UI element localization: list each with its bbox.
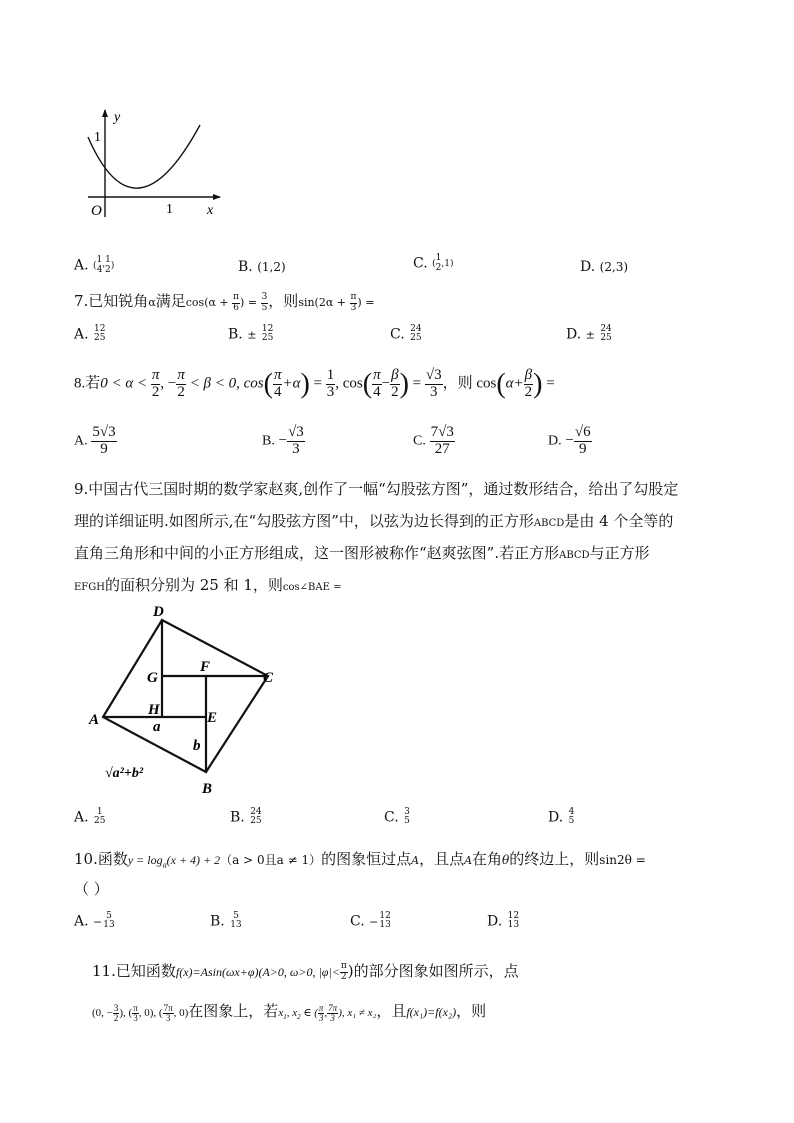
q7-question: 7.已知锐角α满足cos(α + $\frac{\pi}{6}$ ) = $\frac{3}{5}$ ，则sin(2α + $\frac{\pi}{3}$ ) = xyxy=(74,292,375,313)
q9-line-4: EFGH的面积分别为 25 和 1，则cos∠BAE = xyxy=(74,576,342,594)
q6-option-d[interactable] xyxy=(580,259,628,275)
y-axis-arrow xyxy=(102,109,108,117)
q11-line-1: 11.已知函数f(x)=Asin(ωx+φ)(A>0, ω>0, |φ|< $\frac{\pi}{2}$ )的部分图象如图所示，点 xyxy=(92,961,519,982)
q8-option-b[interactable]: B. − $\frac{√3}{3}$ xyxy=(262,424,304,457)
label-f: F xyxy=(200,659,211,675)
label-e: E xyxy=(207,710,218,726)
y-tick-label: 1 xyxy=(94,130,101,145)
q9-line-2: 理的详细证明.如图所示,在“勾股弦方图”中，以弦为边长得到的正方形ABCD是由 4 个全等的 xyxy=(74,512,674,530)
q8-question: 8.若0 < α < $\frac{\pi}{2}$ , − $\frac{\pi}{2}$ < β < 0, cos( $\frac{\pi}{4}$ +α) = $\frac{1}{3}$ , cos( $\frac{\pi}{4}$ − $\frac{\beta}{2}$ ) = $\frac{√3}{3}$ ，则 cos(α+ $\frac{\beta}{2}$ ) = xyxy=(74,367,555,400)
q11-line-2: (0, − $\frac{3}{2}$ ), ( $\frac{\pi}{3}$ , 0), ( $\frac{7\pi}{3}$ , 0)在图象上，若$x_1$, $x_2$ ∈ ( $\frac{\pi}{3}$ , $\frac{7\pi}{3}$ ), x₁ ≠ x₂，且f(x₁)=f(x₂)，则 xyxy=(92,1002,487,1023)
q9-option-d[interactable]: D. 4 5 xyxy=(548,807,575,827)
q7-option-a[interactable]: A. 12 25 xyxy=(74,324,106,344)
q9-option-b[interactable]: B. 24 25 xyxy=(230,807,262,827)
option-label: B. xyxy=(238,259,253,275)
label-g: G xyxy=(147,670,158,686)
q6-parabola-graph xyxy=(80,105,230,225)
option-a-value: ( 1 1 4'2 ) xyxy=(93,255,115,276)
q9-option-a[interactable]: A. 1 25 xyxy=(74,807,106,827)
q7-option-b[interactable]: B. ± 12 25 xyxy=(228,324,274,344)
label-side-b: b xyxy=(193,738,201,754)
q8-option-a[interactable]: A. $\frac{5√3}{9}$ xyxy=(74,424,116,457)
q10-answer-paren: （ ） xyxy=(74,880,109,898)
x-axis-label: x xyxy=(207,203,214,218)
option-d-value: (2,3) xyxy=(599,260,629,274)
q9-option-c[interactable]: C. 3 5 xyxy=(384,807,410,827)
label-a: A xyxy=(89,712,100,728)
label-d: D xyxy=(153,604,164,620)
q10-option-d[interactable]: D. 12 13 xyxy=(487,911,520,931)
option-label: A. xyxy=(74,257,89,274)
option-label: D. xyxy=(580,259,596,275)
q10-option-c[interactable]: C. − 12 13 xyxy=(350,911,391,931)
q7-option-d[interactable]: D. ± 24 25 xyxy=(566,324,612,344)
option-c-value: ( 1 2 ,1) xyxy=(432,253,454,274)
y-axis-label: y xyxy=(114,110,121,125)
label-side-a: a xyxy=(153,719,161,735)
label-hypotenuse: √a²+b² xyxy=(105,766,144,781)
q9-line-3: 直角三角形和中间的小正方形组成，这一图形被称作“赵爽弦图”.若正方形ABCD与正方形 xyxy=(74,544,650,562)
label-h: H xyxy=(148,702,160,718)
x-axis-arrow xyxy=(213,194,221,200)
q6-option-a[interactable] xyxy=(74,255,114,276)
q6-option-b[interactable] xyxy=(238,259,286,275)
option-label: C. xyxy=(413,255,428,272)
label-b: B xyxy=(202,781,213,797)
q7-option-c[interactable]: C. 24 25 xyxy=(390,324,422,344)
q10-question: 10.函数$y = \log_a(x + 4) + 2(a > 0$且a ≠ 1）的图象恒过点A，且点A在角θ的终边上，则sin2θ = xyxy=(74,850,646,870)
option-b-value: (1,2) xyxy=(257,260,286,274)
q9-line-1: 9.中国古代三国时期的数学家赵爽,创作了一幅“勾股弦方图”，通过数形结合，给出了勾股定 xyxy=(74,480,679,498)
q10-option-b[interactable]: B. 5 13 xyxy=(210,911,242,931)
q8-option-d[interactable]: D. − $\frac{√6}{9}$ xyxy=(548,424,591,457)
origin-label: O xyxy=(91,203,102,219)
label-c: C xyxy=(263,670,274,686)
x-tick-label: 1 xyxy=(166,202,173,217)
q6-option-c[interactable] xyxy=(413,253,453,274)
q10-option-a[interactable]: A. − 5 13 xyxy=(74,911,115,931)
q8-option-c[interactable]: C. $\frac{7√3}{27}$ xyxy=(413,424,454,457)
q9-zhao-shuang-diagram xyxy=(85,600,295,800)
square-abcd xyxy=(103,620,268,772)
